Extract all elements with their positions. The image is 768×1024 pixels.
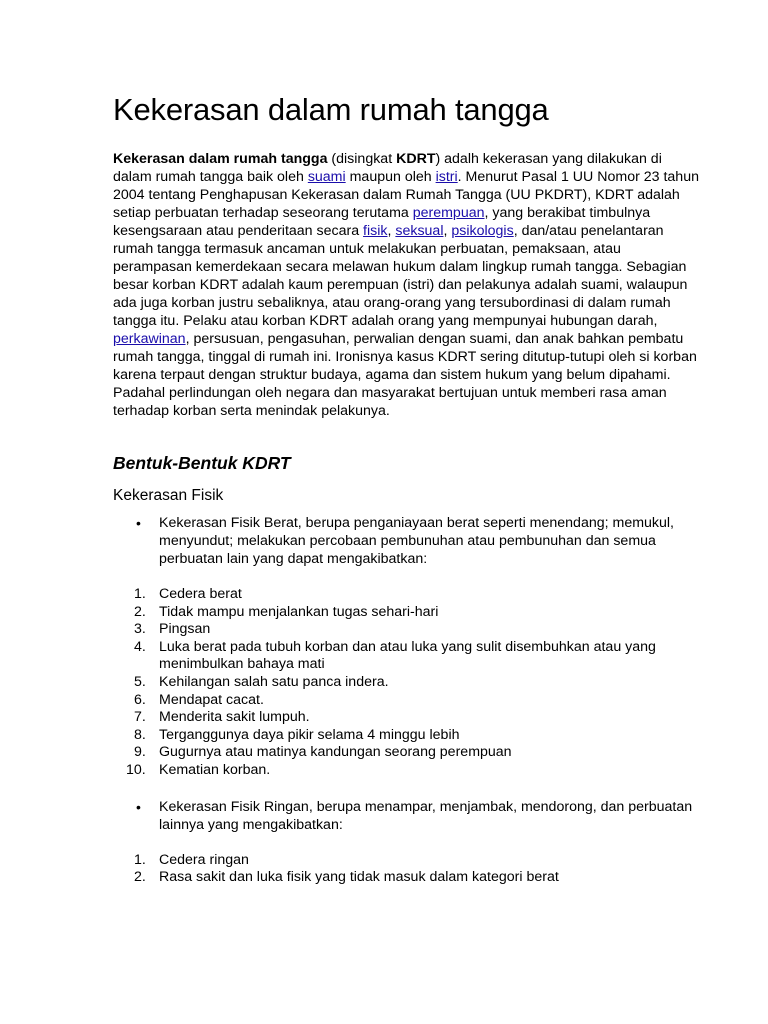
link-psikologis[interactable]: psikologis: [451, 223, 514, 239]
link-perkawinan[interactable]: perkawinan: [113, 331, 186, 347]
numbered-list-heavy: [113, 586, 703, 780]
list-item: 10. Kematian korban.: [126, 761, 271, 778]
bullet-icon: •: [136, 798, 141, 815]
bullet-icon: •: [136, 515, 141, 531]
link-istri[interactable]: istri: [435, 169, 458, 185]
list-item: 5. Kehilangan salah satu panca indera.: [134, 673, 389, 690]
bullet-item: [113, 514, 703, 568]
list-item: 3. Pingsan: [134, 621, 211, 638]
list-item: 6. Mendapat cacat.: [134, 691, 264, 708]
bullet-text: Kekerasan Fisik Berat, berupa penganiayaan berat seperti menendang; memukul, menyundut; melakukan percobaan pembunuhan atau pembunuhan dan semua perbuatan lain yang dapat mengakibatkan:: [159, 515, 674, 567]
list-item: 7. Menderita sakit lumpuh.: [134, 709, 310, 726]
link-seksual[interactable]: seksual: [395, 223, 444, 239]
link-suami[interactable]: suami: [307, 169, 346, 185]
list-item: 8. Terganggunya daya pikir selama 4 minggu lebih: [134, 726, 460, 743]
numbered-list-light: [113, 852, 703, 887]
list-item: 4. Luka berat pada tubuh korban dan atau luka yang sulit disembuhkan atau yang menimbulkan bahaya mati: [134, 638, 656, 673]
bullet-item: [113, 798, 703, 834]
link-fisik[interactable]: fisik: [363, 223, 388, 239]
list-item: 2. Rasa sakit dan luka fisik yang tidak masuk dalam kategori berat: [134, 869, 559, 886]
list-item: 1. Cedera ringan: [134, 851, 249, 868]
list-item: 1. Cedera berat: [134, 586, 242, 602]
intro-paragraph: Kekerasan dalam rumah tangga (disingkat KDRT) adalh kekerasan yang dilakukan di dalam rumah tangga baik oleh suami maupun oleh istri. Menurut Pasal 1 UU Nomor 23 tahun 2004 tentang Penghapusan Kekerasan dalam Rumah Tangga (UU PKDRT), KDRT adalah setiap perbuatan terhadap seseorang terutama perempuan, yang berakibat timbulnya kesengsaraan atau penderitaan secara fisik, seksual, psikologis, dan/atau penelantaran rumah tangga termasuk ancaman untuk melakukan perbuatan, pemaksaan, atau perampasan kemerdekaan secara melawan hukum dalam lingkup rumah tangga. Sebagian besar korban KDRT adalah kaum perempuan (istri) dan pelakunya adalah suami, walaupun ada juga korban justru sebaliknya, atau orang-orang yang tersubordinasi di dalam rumah tangga itu. Pelaku atau korban KDRT adalah orang yang mempunyai hubungan darah, perkawinan, persusuan, pengasuhan, perwalian dengan suami, dan anak bahkan pembatu rumah tangga, tinggal di rumah ini. Ironisnya kasus KDRT sering ditutup-tutupi oleh si korban karena terpaut dengan struktur budaya, agama dan sistem hukum yang belum dipahami. Padahal perlindungan oleh negara dan masyarakat bertujuan untuk memberi rasa aman terhadap korban serta menindak pelakunya.: [113, 151, 699, 419]
article: [113, 90, 703, 887]
bullet-list-heavy: [113, 514, 703, 568]
list-item: 9. Gugurnya atau matinya kandungan seorang perempuan: [134, 744, 512, 761]
intro-abbr: KDRT: [396, 151, 436, 167]
subsection-heading: Kekerasan Fisik: [113, 487, 224, 504]
bullet-text: Kekerasan Fisik Ringan, berupa menampar, menjambak, mendorong, dan perbuatan lainnya yang mengakibatkan:: [159, 798, 693, 833]
intro-term: Kekerasan dalam rumah tangga: [113, 151, 328, 167]
section-heading: Bentuk-Bentuk KDRT: [113, 453, 291, 473]
page-title: Kekerasan dalam rumah tangga: [113, 92, 549, 127]
list-item: 2. Tidak mampu menjalankan tugas sehari-hari: [134, 603, 439, 620]
link-perempuan[interactable]: perempuan: [412, 205, 485, 221]
bullet-list-light: [113, 798, 703, 834]
